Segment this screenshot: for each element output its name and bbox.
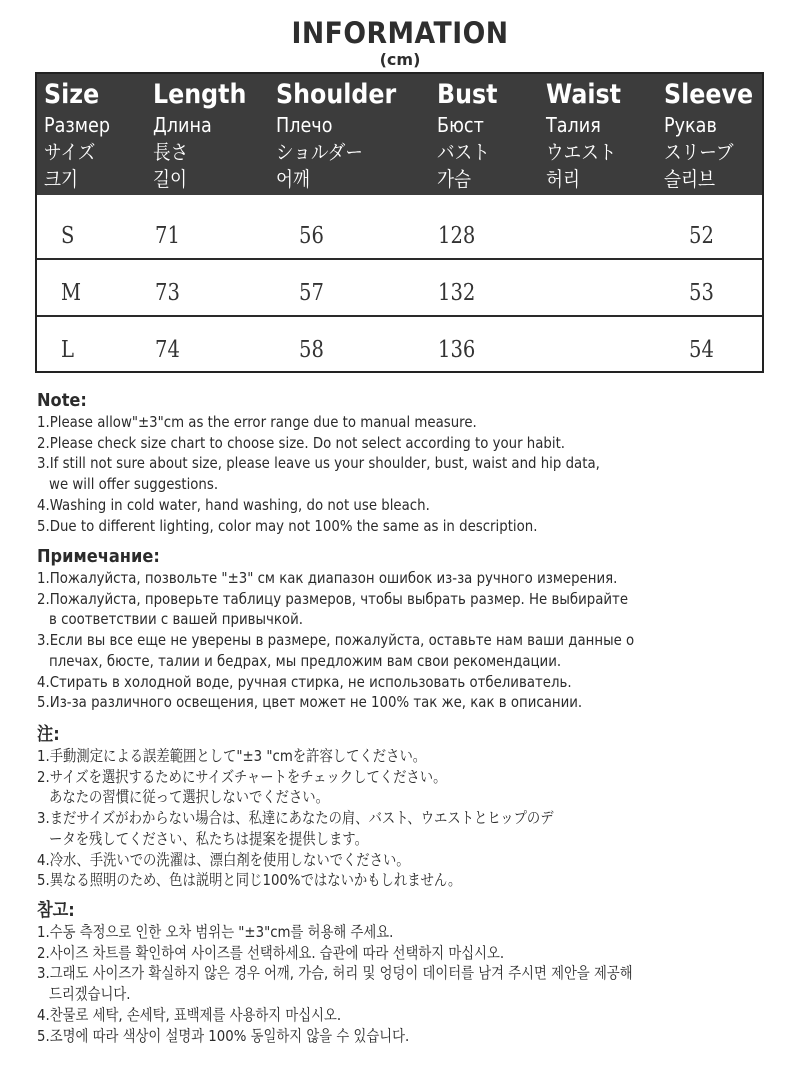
note-item: в соответствии с вашей привычкой. <box>49 610 303 629</box>
note-item: 드리겠습니다. <box>49 985 131 1004</box>
note-item: 2.Пожалуйста, проверьте таблицу размеров, чтобы выбрать размер. Не выбирайте <box>37 589 629 608</box>
column-header-waist: Waist Талия ウエスト 허리 <box>546 79 622 191</box>
cell-size: M <box>61 280 82 306</box>
note-item: 4.찬물로 세탁, 손세탁, 표백제를 사용하지 마십시오. <box>37 1005 342 1024</box>
cell-shoulder: 57 <box>299 280 324 306</box>
cell-sleeve: 52 <box>689 223 714 249</box>
table-row <box>37 315 762 371</box>
cell-bust: 128 <box>438 223 476 249</box>
cell-bust: 136 <box>438 337 476 363</box>
note-item: 2.Please check size chart to choose size. Do not select according to your habit. <box>37 433 566 452</box>
note-item: 1.Пожалуйста, позвольте "±3" см как диапазон ошибок из-за ручного измерения. <box>37 569 618 587</box>
size-chart-table <box>35 72 764 373</box>
cell-shoulder: 58 <box>299 337 324 363</box>
cell-sleeve: 54 <box>689 337 714 363</box>
column-header-bust: Bust Бюст バスト 가슴 <box>437 79 498 191</box>
note-item: あなたの習慣に従って選択しないでください。 <box>49 788 329 807</box>
notes-japanese <box>37 724 787 891</box>
note-item: 5.조명에 따라 색상이 설명과 100% 동일하지 않을 수 있습니다. <box>37 1026 410 1045</box>
cell-sleeve: 53 <box>689 280 714 306</box>
notes-korean <box>37 900 787 1046</box>
notes-english <box>37 390 787 536</box>
notes-heading: Примечание: <box>37 546 160 567</box>
note-item: 4.Washing in cold water, hand washing, do not use bleach. <box>37 495 430 514</box>
cell-length: 74 <box>155 337 180 363</box>
note-item: 1.手動測定による誤差範囲として"±3 "cmを許容してください。 <box>37 747 427 765</box>
note-item: 1.Please allow"±3"cm as the error range due to manual measure. <box>37 413 477 431</box>
note-item: 5.Из-за различного освещения, цвет может не 100% так же, как в описании. <box>37 693 583 712</box>
table-row <box>37 195 762 258</box>
note-item: 4.Стирать в холодной воде, ручная стирка, не использовать отбеливатель. <box>37 672 572 691</box>
notes-heading: 참고: <box>37 900 75 921</box>
column-header-shoulder: Shoulder Плечо ショルダー 어깨 <box>276 79 397 191</box>
note-item: 1.수동 측정으로 인한 오차 범위는 "±3"cm를 허용해 주세요. <box>37 923 394 941</box>
cell-length: 71 <box>155 223 180 249</box>
note-item: 4.冷水、手洗いでの洗濯は、漂白剤を使用しないでください。 <box>37 850 410 869</box>
table-row <box>37 258 762 315</box>
note-item: 2.사이즈 차트를 확인하여 사이즈를 선택하세요. 습관에 따라 선택하지 마십시오. <box>37 943 505 962</box>
cell-length: 73 <box>155 280 180 306</box>
note-item: 2.サイズを選択するためにサイズチャートをチェックしてください。 <box>37 767 447 786</box>
note-item: плечах, бюсте, талии и бедрах, мы предложим вам свои рекомендации. <box>49 651 562 670</box>
table-header <box>37 74 762 195</box>
note-item: we will offer suggestions. <box>49 475 219 494</box>
page-title: INFORMATION <box>291 16 509 50</box>
cell-shoulder: 56 <box>299 223 324 249</box>
notes-heading: 注: <box>37 724 60 745</box>
note-item: 3.그래도 사이즈가 확실하지 않은 경우 어깨, 가슴, 허리 및 엉덩이 데이터를 남겨 주시면 제안을 제공해 <box>37 964 633 983</box>
cell-bust: 132 <box>438 280 476 306</box>
note-item: 3.Если вы все еще не уверены в размере, пожалуйста, оставьте нам ваши данные о <box>37 631 635 650</box>
unit-label: (cm) <box>379 50 421 69</box>
column-header-length: Length Длина 長さ 길이 <box>153 79 247 191</box>
cell-size: S <box>61 223 75 249</box>
note-item: 3.まだサイズがわからない場合は、私達にあなたの肩、バスト、ウエストとヒップのデ <box>37 809 554 828</box>
column-header-sleeve: Sleeve Рукав スリーブ 슬리브 <box>664 79 754 191</box>
notes-heading: Note: <box>37 390 87 411</box>
note-item: 3.If still not sure about size, please leave us your shoulder, bust, waist and hip data, <box>37 454 600 473</box>
note-item: ータを残してください、私たちは提案を提供します。 <box>49 829 368 848</box>
note-item: 5.異なる照明のため、色は説明と同じ100%ではないかもしれません。 <box>37 871 462 890</box>
column-header-size: Size Размер サイズ 크기 <box>44 79 111 191</box>
note-item: 5.Due to different lighting, color may not 100% the same as in description. <box>37 516 538 535</box>
cell-size: L <box>61 337 74 363</box>
notes-russian <box>37 546 787 713</box>
